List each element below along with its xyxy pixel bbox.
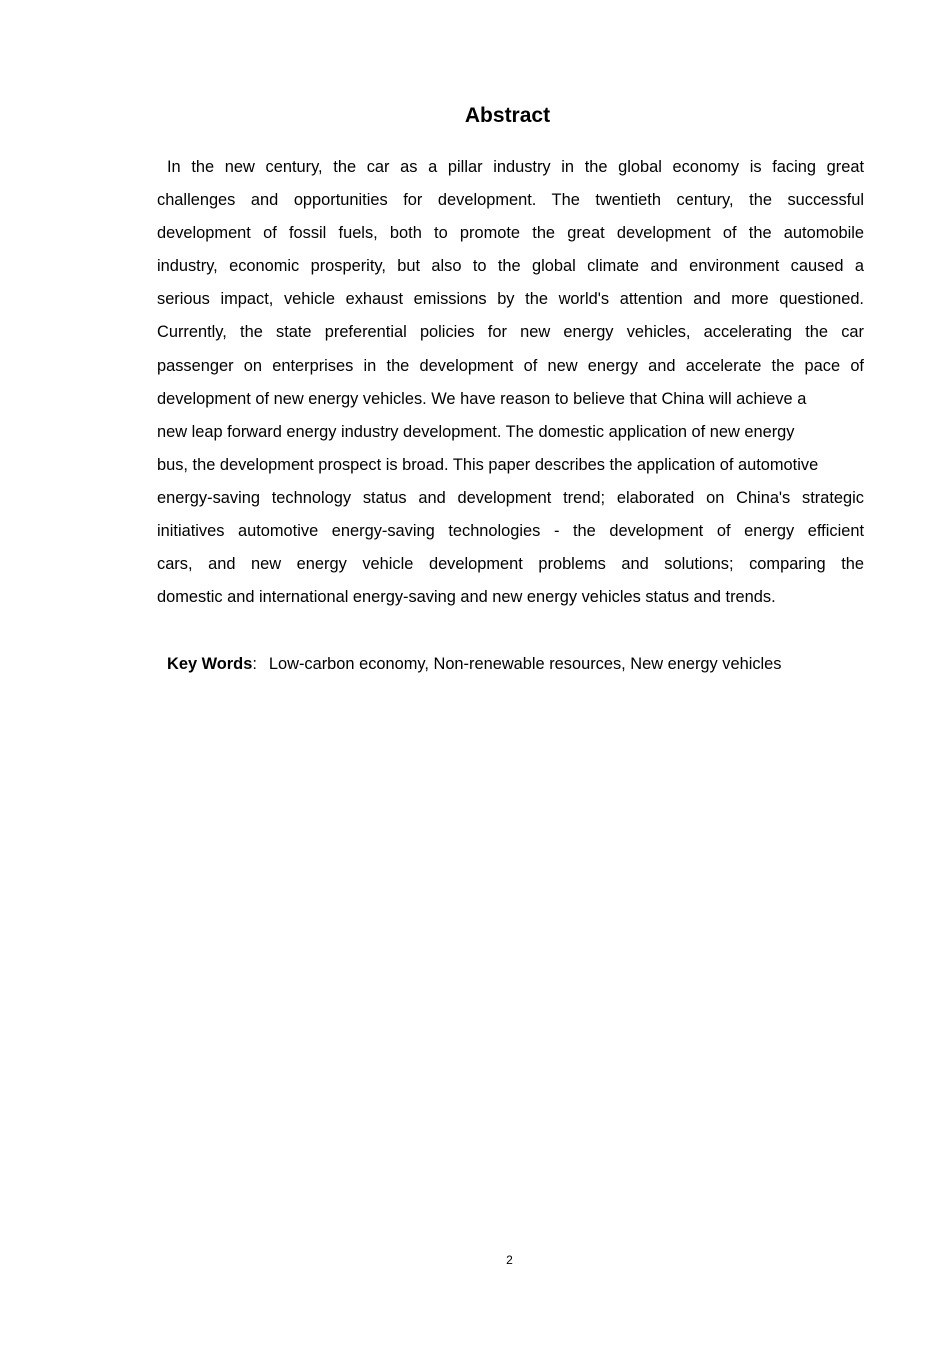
abstract-line: bus, the development prospect is broad. This paper describes the application of automotive bbox=[157, 455, 819, 474]
abstract-title: Abstract bbox=[464, 104, 551, 127]
abstract-body bbox=[157, 151, 917, 614]
abstract-line: initiatives automotive energy-saving technologies - the development of energy efficient bbox=[157, 522, 864, 541]
abstract-line: serious impact, vehicle exhaust emissions by the world's attention and more questioned. bbox=[157, 290, 864, 309]
abstract-line: development of new energy vehicles. We have reason to believe that China will achieve a bbox=[157, 389, 807, 408]
abstract-line: passenger on enterprises in the development of new energy and accelerate the pace of bbox=[157, 356, 864, 375]
page-number: 2 bbox=[506, 1253, 513, 1267]
keywords-label: Key Words bbox=[167, 655, 253, 673]
keywords-separator: : bbox=[252, 655, 257, 673]
abstract-line: challenges and opportunities for development. The twentieth century, the successful bbox=[157, 191, 864, 210]
keywords-line bbox=[167, 650, 782, 678]
abstract-line: Currently, the state preferential policies for new energy vehicles, accelerating the car bbox=[157, 323, 864, 342]
abstract-line: new leap forward energy industry development. The domestic application of new energy bbox=[157, 422, 795, 441]
abstract-line: industry, economic prosperity, but also to the global climate and environment caused a bbox=[157, 257, 864, 276]
abstract-line: cars, and new energy vehicle development problems and solutions; comparing the bbox=[157, 555, 864, 574]
keywords-value: Low-carbon economy, Non-renewable resources, New energy vehicles bbox=[268, 655, 782, 673]
abstract-line: In the new century, the car as a pillar industry in the global economy is facing great bbox=[167, 158, 864, 176]
abstract-line: development of fossil fuels, both to promote the great development of the automobile bbox=[157, 224, 864, 243]
abstract-line: domestic and international energy-saving and new energy vehicles status and trends. bbox=[157, 588, 776, 607]
abstract-line: energy-saving technology status and development trend; elaborated on China's strategic bbox=[157, 488, 864, 507]
